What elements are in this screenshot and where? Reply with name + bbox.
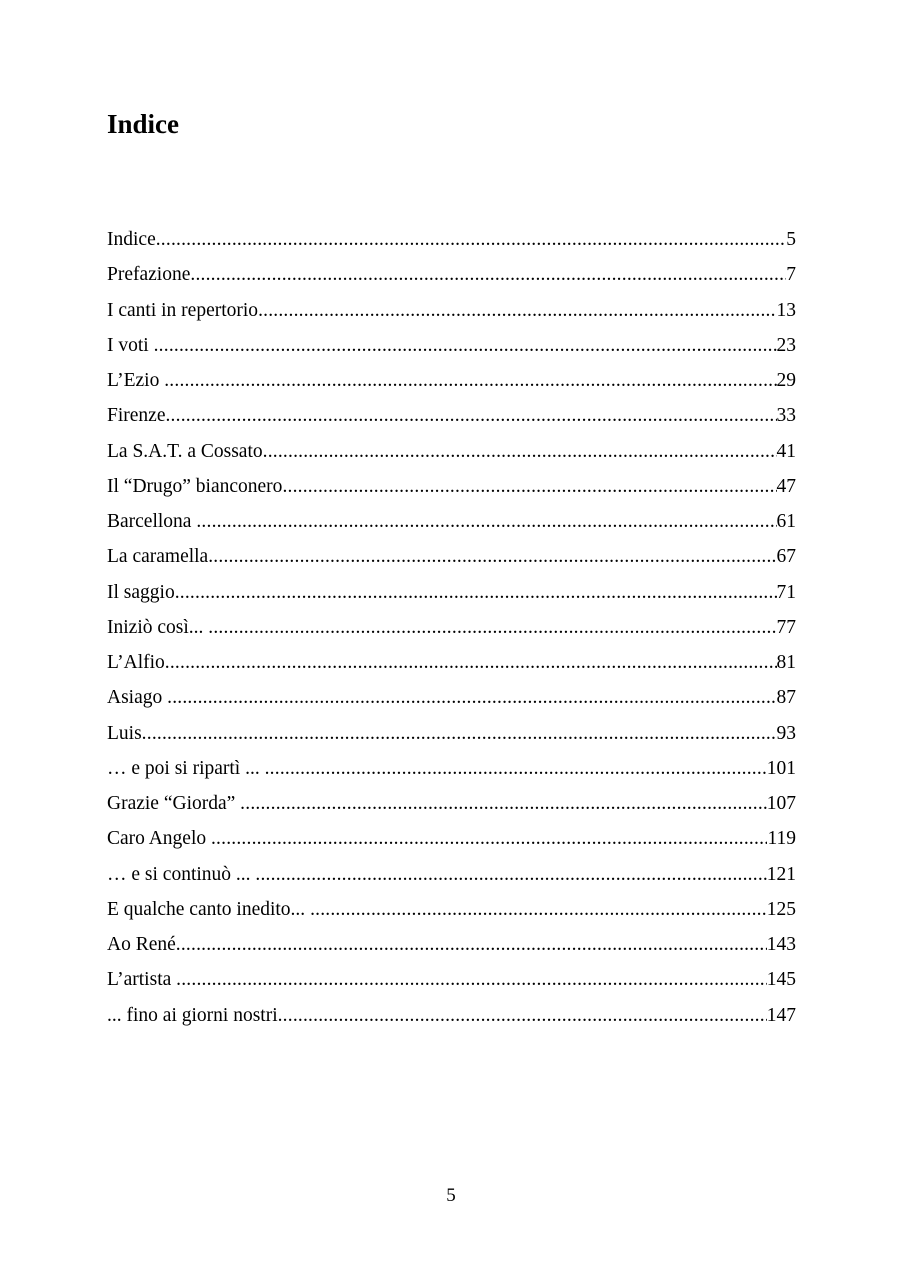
dot-leader [176,929,767,960]
dot-leader [167,682,776,713]
toc-entry-title: E qualche canto inedito... [107,898,311,920]
toc-entry-page: 101 [766,757,796,779]
toc-entry-page: 13 [776,299,796,321]
toc-entry-title: Barcellona [107,511,197,532]
toc-entry-giorni-nostri[interactable] [107,1000,796,1035]
toc-entry-title: L’Ezio [107,370,165,391]
toc-entry-sat-cossato[interactable] [107,436,796,471]
toc-entry-title: Grazie “Giorda” [107,793,241,814]
page-title: Indice [107,109,180,139]
toc-entry-page: 125 [766,898,796,920]
toc-entry-page: 119 [767,828,796,850]
dot-leader [165,400,776,431]
toc-entry-title: L’artista [107,969,177,991]
toc-entry-luis[interactable] [107,718,796,753]
toc-entry-title: Iniziò così... [107,616,209,638]
toc-entry-title: … e poi si ripartì ... [107,757,265,779]
toc-entry-page: 107 [766,793,796,814]
dot-leader [258,295,776,326]
toc-entry-title: Il saggio [107,581,175,603]
toc-entry-title: Asiago [107,687,168,709]
toc-entry-page: 47 [776,475,796,497]
toc-entry-title: Ao René [107,934,176,955]
toc-entry-page: 33 [776,405,796,427]
dot-leader [208,541,776,572]
dot-leader [142,718,777,749]
dot-leader [154,330,777,361]
toc-entry-page: 23 [776,334,796,356]
dot-leader [282,471,776,502]
dot-leader [265,753,767,784]
toc-entry-title: Firenze [107,405,166,427]
toc-entry-page: 77 [776,616,796,638]
toc-entry-ezio[interactable] [107,365,796,400]
toc-entry-voti[interactable] [107,330,796,365]
toc-entry-page: 145 [766,969,796,991]
dot-leader [310,894,767,925]
dot-leader [211,823,767,854]
dot-leader [165,647,777,678]
toc-entry-si-continuo[interactable] [107,859,796,894]
toc-entry-ao-rene[interactable] [107,929,796,964]
toc-entry-page: 67 [776,546,796,568]
dot-leader [175,577,777,608]
toc-entry-title: Prefazione [107,264,191,286]
toc-entry-page: 71 [776,581,796,603]
dot-leader [196,506,776,537]
dot-leader [156,224,787,255]
toc-entry-caro-angelo[interactable] [107,823,796,858]
toc-entry-grazie-giorda[interactable] [107,788,796,823]
dot-leader [255,859,766,890]
table-of-contents [107,224,796,1035]
toc-entry-page: 93 [776,722,796,744]
toc-entry-page: 29 [776,370,796,391]
toc-entry-alfio[interactable] [107,647,796,682]
toc-entry-page: 147 [766,1004,796,1026]
toc-entry-prefazione[interactable] [107,259,796,294]
toc-entry-barcellona[interactable] [107,506,796,541]
toc-entry-saggio[interactable] [107,577,796,612]
dot-leader [208,612,776,643]
toc-entry-asiago[interactable] [107,682,796,717]
toc-entry-page: 121 [766,863,796,885]
toc-entry-artista[interactable] [107,964,796,999]
toc-entry-drugo[interactable] [107,471,796,506]
toc-entry-title: L’Alfio [107,652,165,673]
toc-entry-caramella[interactable] [107,541,796,576]
dot-leader [190,259,786,290]
toc-entry-page: 81 [776,652,796,673]
toc-entry-inizio-cosi[interactable] [107,612,796,647]
toc-entry-firenze[interactable] [107,400,796,435]
toc-entry-page: 143 [766,934,796,955]
toc-entry-canti-repertorio[interactable] [107,295,796,330]
toc-entry-title: Luis [107,722,142,744]
toc-entry-poi-si-riparti[interactable] [107,753,796,788]
toc-entry-title: Indice [107,229,156,250]
toc-entry-canto-inedito[interactable] [107,894,796,929]
dot-leader [263,436,777,467]
toc-entry-title: I canti in repertorio [107,299,259,321]
toc-entry-title: Caro Angelo [107,828,211,850]
toc-entry-title: La S.A.T. a Cossato [107,440,263,462]
toc-entry-page: 41 [776,440,796,462]
toc-entry-title: Il “Drugo” bianconero [107,475,283,497]
toc-entry-page: 61 [776,511,796,532]
toc-entry-title: … e si continuò ... [107,863,256,885]
toc-entry-title: La caramella [107,546,209,568]
dot-leader [278,1000,767,1031]
toc-entry-page: 7 [786,264,796,286]
dot-leader [240,788,767,819]
toc-entry-page: 87 [776,687,796,709]
page-number: 5 [446,1185,456,1206]
dot-leader [176,964,767,995]
dot-leader [164,365,776,396]
toc-entry-page: 5 [786,229,796,250]
toc-entry-title: ... fino ai giorni nostri [107,1004,278,1026]
toc-entry-title: I voti [107,334,154,356]
toc-entry-indice[interactable] [107,224,796,259]
